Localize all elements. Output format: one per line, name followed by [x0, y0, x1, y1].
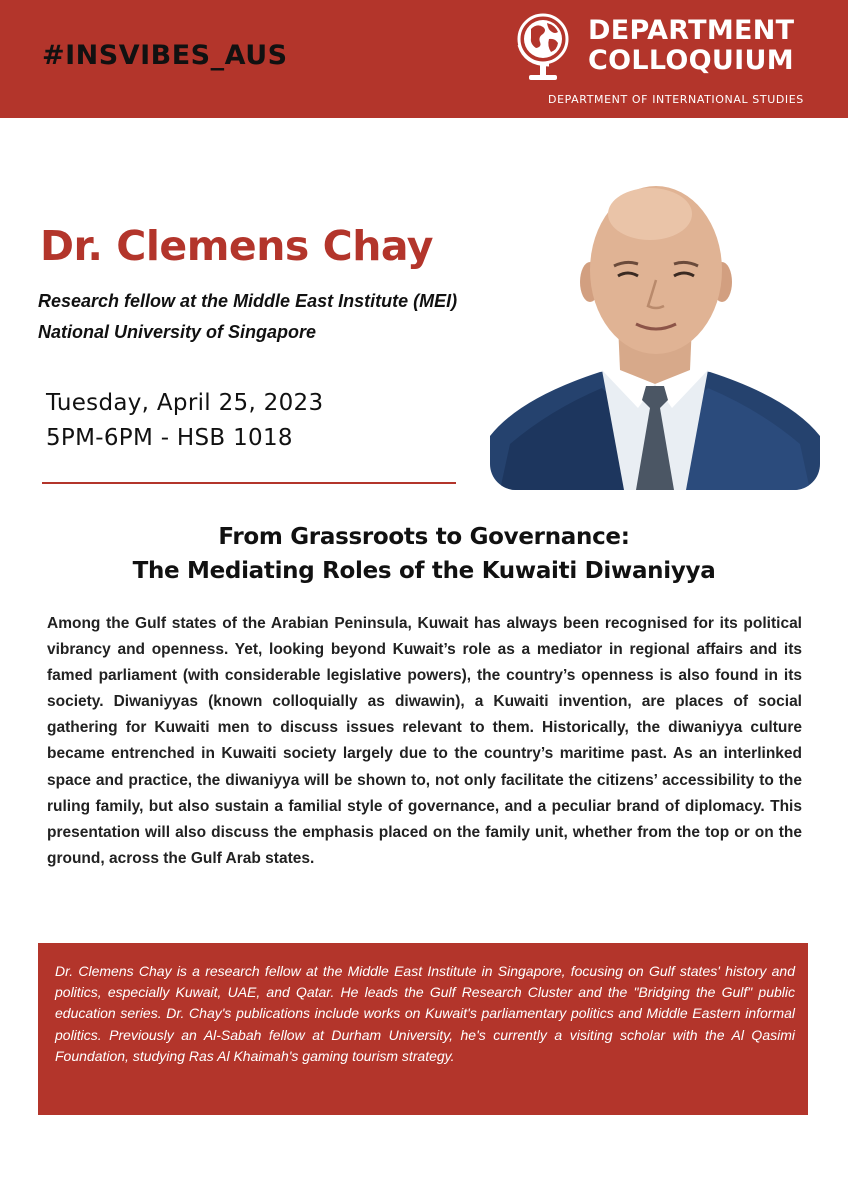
talk-title-line2: The Mediating Roles of the Kuwaiti Diwaniyya: [132, 558, 716, 584]
speaker-bio-box: [38, 943, 808, 1115]
event-date: Tuesday, April 25, 2023: [46, 390, 324, 416]
speaker-name: Dr. Clemens Chay: [40, 222, 434, 270]
title-line-colloquium: COLLOQUIUM: [588, 45, 794, 76]
section-divider: [42, 482, 456, 484]
colloquium-title: [588, 16, 794, 76]
speaker-affiliation: [38, 286, 457, 348]
title-line-department: DEPARTMENT: [588, 15, 795, 46]
talk-title-line1: From Grassroots to Governance:: [218, 524, 630, 550]
affiliation-line-institute: Research fellow at the Middle East Institute (MEI): [38, 291, 458, 311]
globe-icon: [511, 9, 575, 89]
event-time-location: 5PM-6PM - HSB 1018: [46, 425, 293, 451]
affiliation-line-university: National University of Singapore: [38, 322, 317, 342]
hashtag: #INSVIBES_AUS: [42, 40, 288, 71]
speaker-photo: [490, 174, 820, 490]
event-details: [46, 386, 323, 456]
talk-abstract: Among the Gulf states of the Arabian Peninsula, Kuwait has always been recognised for its political vibrancy and openness. Yet, looking beyond Kuwait’s role as a mediator in regional affairs and its famed parliament (with considerable legislative powers), the country’s openness is also found in its society. Diwaniyyas (known colloquially as diwawin), a Kuwaiti invention, are places of social gathering for Kuwaiti men to discuss issues relevant to them. Historically, the diwaniyya culture became entrenched in Kuwaiti society largely due to the country’s maritime past. As an interlinked space and practice, the diwaniyya will be shown to, not only facilitate the citizens’ accessibility to the ruling family, but also sustain a familial style of governance, and a peculiar brand of diplomacy. This presentation will also discuss the emphasis placed on the family unit, whether from the top or on the ground, across the Gulf Arab states.: [47, 615, 802, 867]
speaker-bio: Dr. Clemens Chay is a research fellow at the Middle East Institute in Singapore, focusing on Gulf states' history and politics, especially Kuwait, UAE, and Qatar. He leads the Gulf Research Cluster and the "Bridging the Gulf" public education series. Dr. Chay's publications include works on Kuwait's parliamentary politics and Middle Eastern informal politics. Previously an Al-Sabah fellow at Durham University, he's currently a visiting scholar with the Al Qasimi Foundation, studying Ras Al Khaimah's gaming tourism strategy.: [55, 963, 795, 1064]
department-subtitle: DEPARTMENT OF INTERNATIONAL STUDIES: [548, 93, 804, 106]
talk-title: [0, 520, 848, 588]
header-banner: [0, 0, 848, 118]
